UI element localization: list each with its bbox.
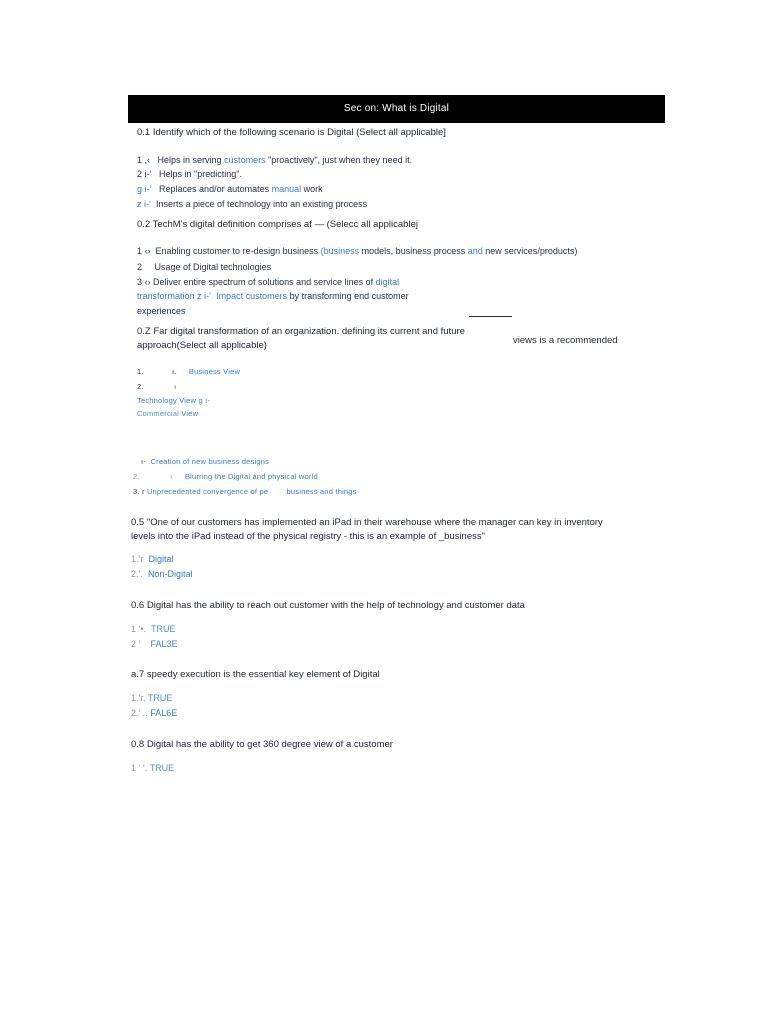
q4-option-1[interactable] [141,456,269,468]
option-number: z i-‘ [137,199,151,209]
option-text: Digital [148,554,174,564]
option-text: Business View [188,367,241,376]
option-text: experiences [137,306,186,316]
q8-option-1[interactable] [131,762,174,774]
option-text: Deliver entire spectrum of solutions and service lines of [153,277,374,287]
option-number: 1 ‘•. [131,624,147,634]
option-text: Commercial [137,409,180,418]
option-text: TRUE [147,693,173,703]
q7-option-1[interactable] [131,692,172,704]
q1-option-3[interactable] [137,183,323,195]
option-text: new services/products) [485,246,578,256]
question-3-line-2: approach(Select all applicable) [137,340,267,351]
option-text: work [303,184,323,194]
option-number: 3 ‹› [137,277,151,287]
option-number: 2.’ .. [131,708,148,718]
option-text-highlight: customers [224,155,266,165]
option-number: 2 i-‘ [137,169,152,179]
option-text: TRUE [149,763,175,773]
option-text: Replaces and/or automates [159,184,270,194]
option-number: 1.‘r. [131,693,146,703]
q3-option-3[interactable] [137,395,210,407]
option-text: Enabling customer to re-design business [155,246,319,256]
option-mark: g ı- [198,396,211,405]
option-text: models, business process [361,246,466,256]
q1-option-4[interactable] [137,198,367,210]
q3-option-4[interactable] [137,408,198,420]
q3-option-1[interactable] [137,366,240,378]
q2-option-2[interactable] [137,261,271,273]
q1-option-1[interactable] [137,154,412,166]
option-text: "proactively", just when they need it. [268,155,413,165]
option-text: Usage of Digital technologies [154,262,272,272]
question-7-text: a.7 speedy execution is the essential key element of Digital [131,669,380,680]
option-number: 2. [133,472,140,481]
option-number: 2 [137,262,143,272]
option-mark: ‹ [173,382,177,391]
question-8-text: 0.8 Digital has the ability to get 360 degree view of a customer [131,739,393,750]
q4-option-3[interactable] [133,486,357,498]
q7-option-2[interactable] [131,707,177,719]
option-number: 1 ,‹ [137,155,151,165]
underline-divider [469,316,512,317]
q5-option-1[interactable] [131,553,174,565]
q3-option-2[interactable] [137,381,177,393]
option-text: Helps in serving [157,155,222,165]
option-text: Non-Digital [148,569,193,579]
q2-option-3-end [137,305,186,317]
option-number: 2.’. [131,569,144,579]
option-number: g i-‘ [137,184,152,194]
option-text: FAL3E [150,639,178,649]
q6-option-1[interactable] [131,623,176,635]
option-text: Creation of new business designs [150,457,270,466]
q5-option-2[interactable] [131,568,193,580]
q2-option-1[interactable] [137,245,577,257]
option-text-highlight: customers [245,291,288,301]
option-text-highlight: transformation [137,291,195,301]
option-text: Blurring the Digital and physical world [184,472,318,481]
option-mark: ı. [171,367,177,376]
option-number: z i-‘ [197,291,212,301]
q2-option-3[interactable] [137,276,399,288]
option-number: 1 ‹› [137,246,151,256]
option-number: 1 ‘ '. [131,763,148,773]
q2-option-3-continued[interactable] [137,290,409,302]
option-number: 3. r [133,487,145,496]
option-text: Unprecedented convergence of pe [146,487,269,496]
option-mark: › [169,472,173,481]
option-text-highlight: Impact [216,291,244,301]
option-text-highlight: and [467,246,483,256]
section-title: Sec on: What is Digital [343,103,450,114]
q1-option-2[interactable] [137,168,242,180]
option-number: 1.‘r [131,554,144,564]
option-number: 1. [137,367,144,376]
option-text: by transforming end customer [289,291,409,301]
option-text: business and things [286,487,357,496]
option-text: Technology View [137,396,197,405]
question-1-text: 0.1 Identify which of the following scenario is Digital (Select all applicable] [137,127,446,138]
option-text: TRUE [151,624,176,634]
option-text-highlight: digital [375,277,400,287]
option-text: Helps in "predicting". [159,169,242,179]
option-number: 2. [137,382,144,391]
question-3-right-text: views is a recommended [513,335,618,346]
question-3-line-1: 0.Z Far digital transformation of an organization. defining its current and future [137,326,465,337]
option-text: FAL6E [150,708,178,718]
section-header-bar [128,95,665,123]
question-5-line-1: 0.5 "One of our customers has implemented an iPad in their warehouse where the manager can key in inventory [131,517,603,528]
option-number: 2 ‘ [131,639,141,649]
option-text-highlight: (business [320,246,360,256]
option-text: Inserts a piece of technology into an existing process [156,199,368,209]
question-2-text: 0.2 TechM's digital definition comprises af — (Selecc all applicablej [137,219,418,230]
q4-option-2[interactable] [133,471,318,483]
option-text: View [181,409,199,418]
question-5-line-2: levels into the iPad instead of the physical registry - this is an example of _business" [131,531,486,542]
q6-option-2[interactable] [131,638,178,650]
question-6-text: 0.6 Digital has the ability to reach out customer with the help of technology and customer data [131,600,525,611]
option-number: ı- [141,457,146,466]
option-text-highlight: manual [271,184,302,194]
